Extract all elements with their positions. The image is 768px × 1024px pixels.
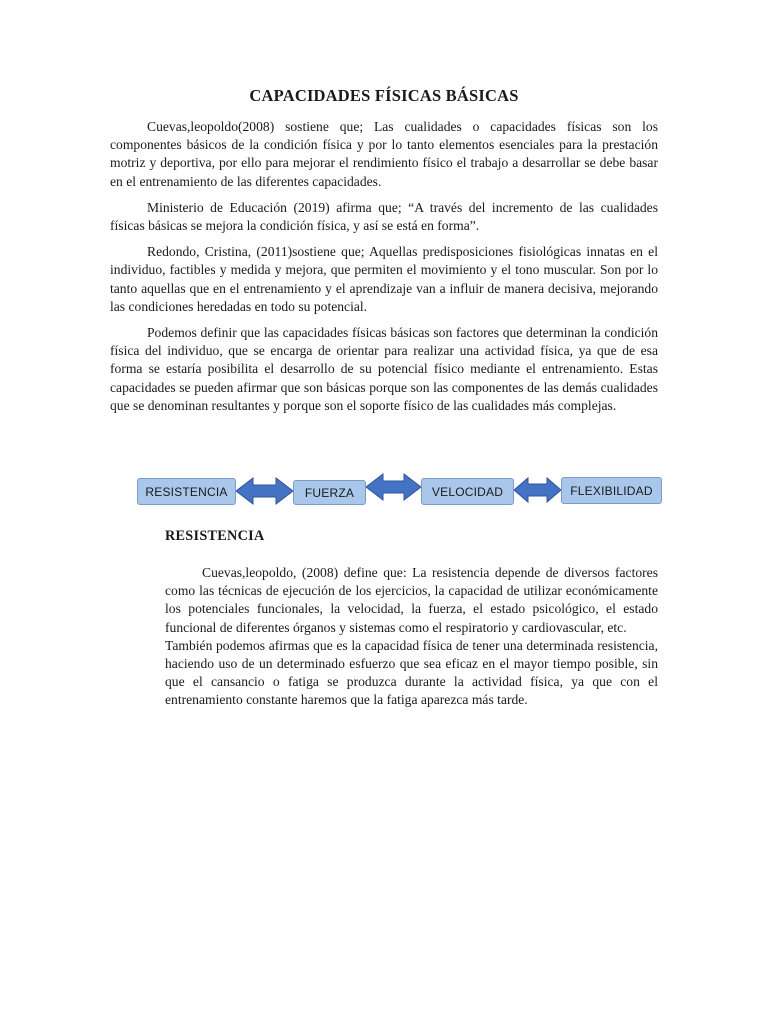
paragraph-cuevas: Cuevas,leopoldo(2008) sostiene que; Las cualidades o capacidades físicas son los componentes básicos de la condición física y por lo tanto elementos esenciales para la prestación motriz y deportiva, por ello para mejorar el rendimiento físico el trabajo a desarrollar se debe basar en el entrenamiento de las diferentes capacidades. bbox=[110, 119, 658, 189]
arrow-fuerza-velocidad bbox=[366, 474, 421, 500]
page-title: CAPACIDADES FÍSICAS BÁSICAS bbox=[249, 86, 519, 105]
paragraph-definicion: Podemos definir que las capacidades físicas básicas son factores que determinan la condición física del individuo, que se encarga de orientar para realizar una actividad física, ya que de esa forma se estaría posibilita el desarrollo de su potencial físico mediante el entrenamiento. Estas capacidades se pueden afirmar que son básicas porque son las componentes de las demás cualidades que se denominan resultantes y porque son el soporte físico de las cualidades más complejas. bbox=[110, 325, 658, 413]
double-arrow-icon bbox=[236, 478, 293, 504]
section-paragraph-1: Cuevas,leopoldo, (2008) define que: La resistencia depende de diversos factores como las técnicas de ejecución de los ejercicios, la capacidad de utilizar económicamente los potenciales funcionales, la velocidad, la fuerza, el estado psicológico, el estado funcional de diferentes órganos y sistemas como el respiratorio y cardiovascular, etc. bbox=[165, 565, 658, 635]
box-resistencia: RESISTENCIA bbox=[137, 478, 236, 505]
section-heading: RESISTENCIA bbox=[165, 528, 265, 544]
double-arrow-icon bbox=[366, 474, 421, 500]
paragraph-redondo: Redondo, Cristina, (2011)sostiene que; Aquellas predisposiciones fisiológicas innatas en el individuo, factibles y medida y mejora, que permiten el movimiento y el tono muscular. Son por lo tanto aquellas que en el entrenamiento y el aprendizaje van a influir de manera decisiva, mejorando las condiciones heredadas en todo su potencial. bbox=[110, 244, 658, 314]
section-paragraph-2: También podemos afirmas que es la capacidad física de tener una determinada resistencia, haciendo uso de un determinado esfuerzo que sea eficaz en el mayor tiempo posible, sin que el cansancio o fatiga se produzca durante la actividad física, ya que con el entrenamiento constante haremos que la fatiga aparezca más tarde. bbox=[165, 637, 658, 708]
resistencia-section bbox=[165, 528, 658, 710]
box-fuerza: FUERZA bbox=[293, 480, 366, 505]
arrow-resistencia-fuerza bbox=[236, 478, 293, 504]
intro-body bbox=[110, 118, 658, 423]
box-flexibilidad: FLEXIBILIDAD bbox=[561, 477, 662, 504]
arrow-velocidad-flexibilidad bbox=[514, 478, 561, 502]
box-velocidad: VELOCIDAD bbox=[421, 478, 514, 505]
double-arrow-icon bbox=[514, 478, 561, 502]
paragraph-ministerio: Ministerio de Educación (2019) afirma que; “A través del incremento de las cualidades físicas básicas se mejora la condición física, y así se está en forma”. bbox=[110, 199, 658, 234]
